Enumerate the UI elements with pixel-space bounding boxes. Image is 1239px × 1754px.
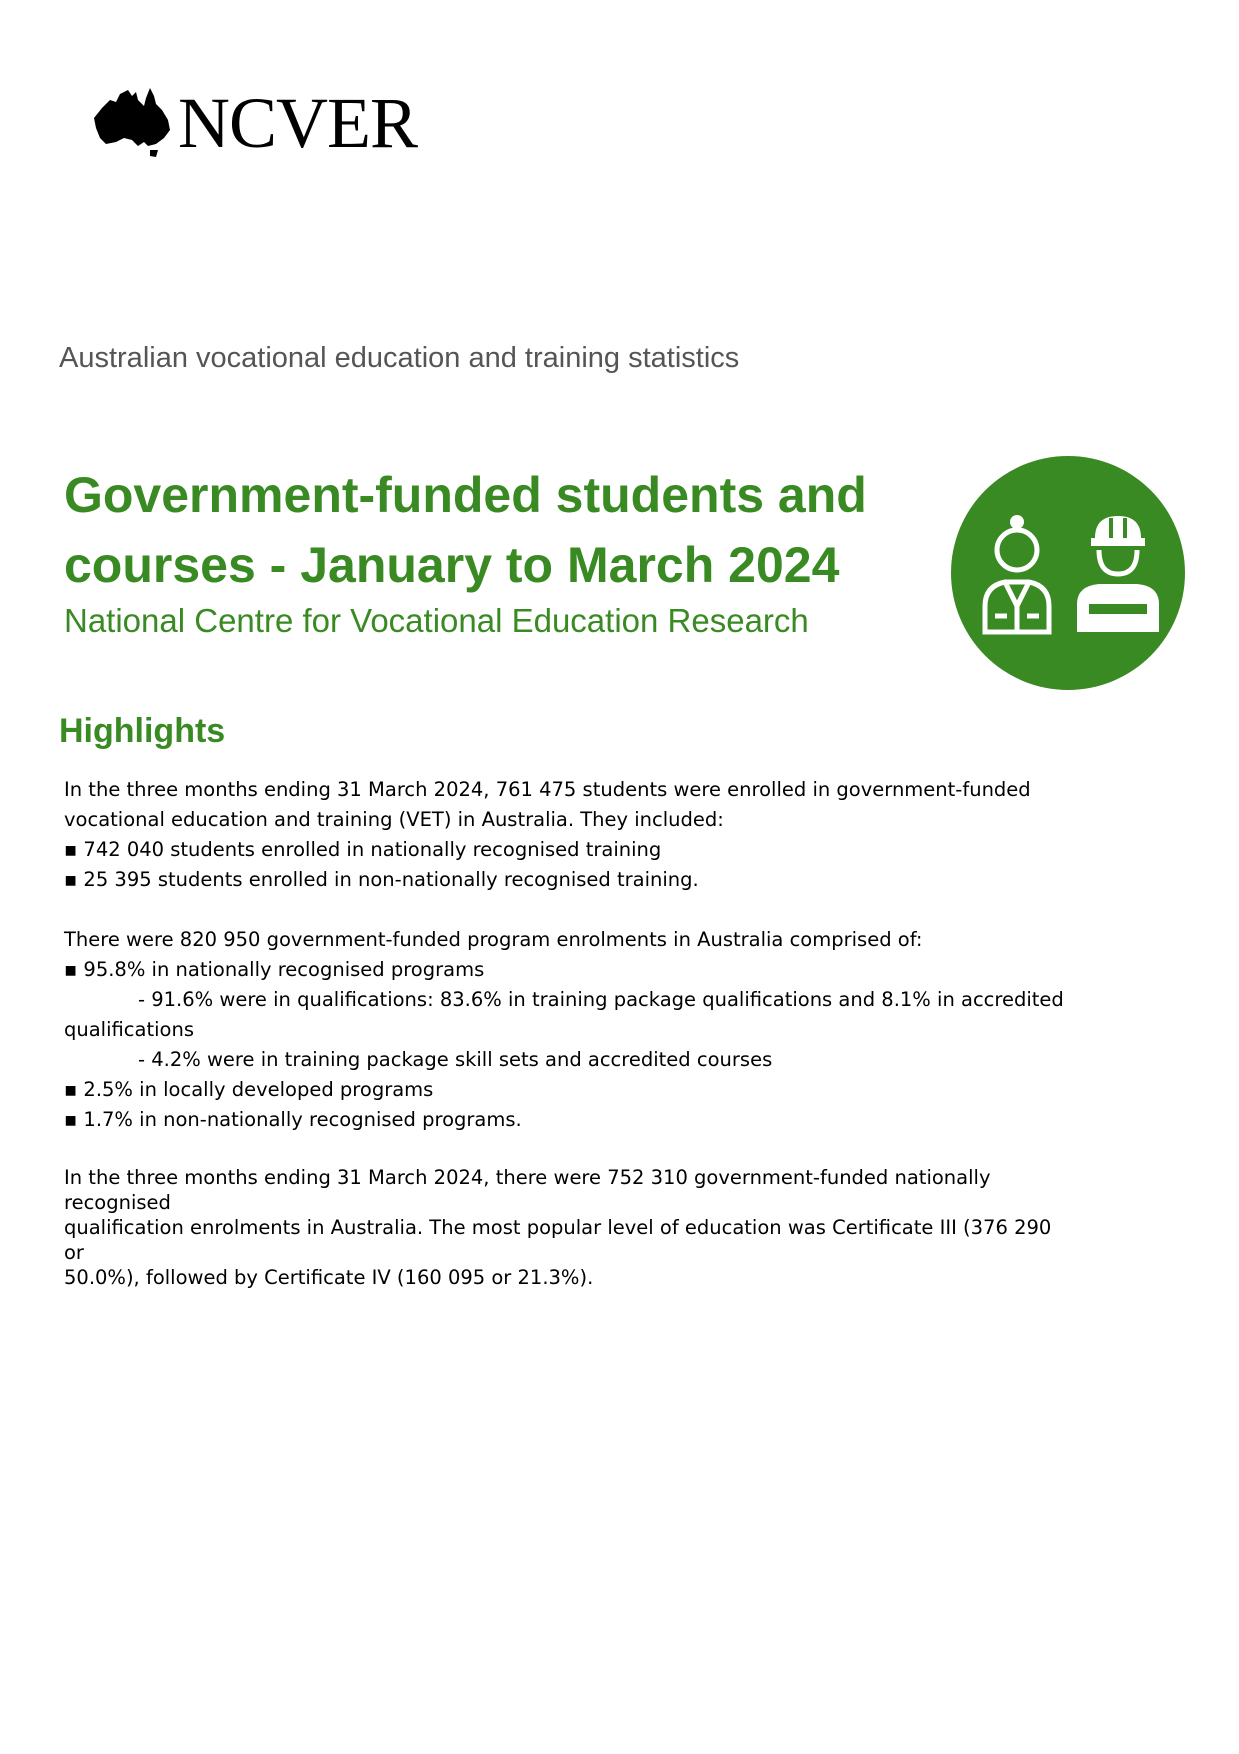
p1-line1: In the three months ending 31 March 2024, 761 475 students were enrolled in government-funded <box>64 778 1031 801</box>
highlights-heading: Highlights <box>59 712 226 750</box>
p2-bullet-1: ▪ 95.8% in nationally recognised programs <box>64 958 485 981</box>
p2-bullet-3: ▪ 1.7% in non-nationally recognised programs. <box>64 1108 522 1131</box>
page-title <box>64 460 924 600</box>
p3-line2: qualification enrolments in Australia. The most popular level of education was Certificate III (376 290 or <box>64 1216 1052 1264</box>
p1-bullet-2: ▪ 25 395 students enrolled in non-nationally recognised training. <box>64 868 699 891</box>
p2-bullet-2: ▪ 2.5% in locally developed programs <box>64 1078 434 1101</box>
title-bold: Government-funded students and courses - <box>64 467 867 593</box>
p2-sub-2: - 4.2% were in training package skill sets and accredited courses <box>138 1048 773 1071</box>
p1-bullet-1: ▪ 742 040 students enrolled in nationally recognised training <box>64 838 662 861</box>
p2-sub-1-line1: - 91.6% were in qualifications: 83.6% in training package qualifications and 8.1% in accredited <box>138 988 1064 1011</box>
logo-text: NCVER <box>178 83 418 163</box>
p3-line3: 50.0%), followed by Certificate IV (160 095 or 21.3%). <box>64 1266 594 1289</box>
students-and-worker-icon <box>951 456 1185 690</box>
title-period: January to March 2024 <box>300 537 840 593</box>
p3-line1: In the three months ending 31 March 2024, there were 752 310 government-funded nationally recognised <box>64 1166 991 1214</box>
p2-intro: There were 820 950 government-funded program enrolments in Australia comprised of: <box>64 928 923 951</box>
p2-sub-1-line2: qualifications <box>64 1018 194 1041</box>
p1-line2: vocational education and training (VET) in Australia. They included: <box>64 808 724 831</box>
page-subtitle: National Centre for Vocational Education Research <box>64 602 809 639</box>
australia-map-icon <box>92 86 172 158</box>
highlights-body <box>64 775 1064 1290</box>
ncver-logo <box>92 83 432 163</box>
series-title: Australian vocational education and training statistics <box>59 342 740 374</box>
